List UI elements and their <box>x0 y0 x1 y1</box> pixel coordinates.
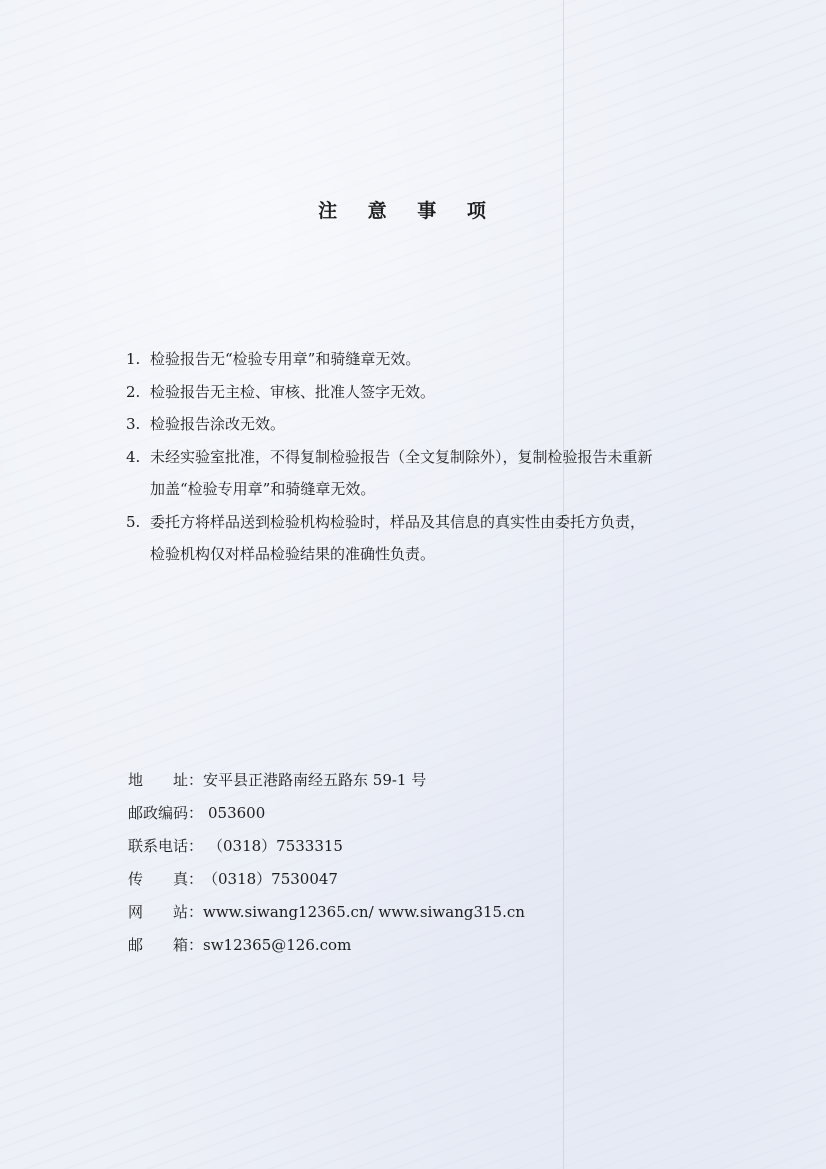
website-label-char: 站： <box>172 903 203 921</box>
email-label-char: 箱： <box>172 936 203 954</box>
contact-info <box>128 764 688 962</box>
fax-label <box>128 863 203 896</box>
note-line: 未经实验室批准，不得复制检验报告（全文复制除外），复制检验报告未重新 <box>150 447 653 466</box>
note-line: 检验报告无主检、审核、批准人签字无效。 <box>150 382 436 401</box>
page-title: 注 意 事 项 <box>318 200 498 222</box>
postcode-label: 邮政编码： <box>128 804 204 822</box>
note-number: 1. <box>126 350 141 368</box>
phone-value: （0318）7533315 <box>208 837 343 855</box>
paper-fold-line <box>563 0 564 1169</box>
note-item <box>126 376 726 409</box>
address-row <box>128 764 688 797</box>
notes-list <box>126 343 726 571</box>
note-number: 5. <box>126 512 141 531</box>
email-label-char: 邮 <box>128 936 144 954</box>
note-text <box>150 506 726 571</box>
fax-value: （0318）7530047 <box>203 870 338 888</box>
postcode-value: 053600 <box>208 804 266 822</box>
fax-label-char: 传 <box>128 870 144 888</box>
note-line: 加盖“检验专用章”和骑缝章无效。 <box>150 480 376 498</box>
address-label-char: 址： <box>172 771 203 789</box>
address-value: 安平县正港路南经五路东 59-1 号 <box>203 771 427 789</box>
note-line: 检验报告无“检验专用章”和骑缝章无效。 <box>150 350 421 368</box>
phone-label: 联系电话： <box>128 837 204 855</box>
website-label <box>128 896 203 929</box>
note-line: 检验报告涂改无效。 <box>150 415 286 433</box>
fax-row <box>128 863 688 896</box>
note-text <box>150 441 726 506</box>
note-number: 2. <box>126 382 141 401</box>
note-text <box>150 343 726 376</box>
email-row <box>128 929 688 962</box>
email-label <box>128 929 203 962</box>
note-line: 检验机构仅对样品检验结果的准确性负责。 <box>150 545 436 563</box>
address-label <box>128 764 203 797</box>
postcode-row <box>128 797 688 830</box>
note-item <box>126 343 726 376</box>
address-label-char: 地 <box>128 771 144 789</box>
note-number: 4. <box>126 447 141 466</box>
website-label-char: 网 <box>128 903 144 921</box>
fax-label-char: 真： <box>172 870 203 888</box>
note-number: 3. <box>126 415 141 433</box>
website-value: www.siwang12365.cn/ www.siwang315.cn <box>203 903 525 921</box>
note-text <box>150 376 726 409</box>
note-item <box>126 441 726 506</box>
email-value: sw12365@126.com <box>203 936 352 954</box>
note-item <box>126 506 726 571</box>
note-line: 委托方将样品送到检验机构检验时，样品及其信息的真实性由委托方负责， <box>150 512 646 531</box>
phone-row <box>128 830 688 863</box>
note-text <box>150 408 726 441</box>
note-item <box>126 408 726 441</box>
website-row <box>128 896 688 929</box>
